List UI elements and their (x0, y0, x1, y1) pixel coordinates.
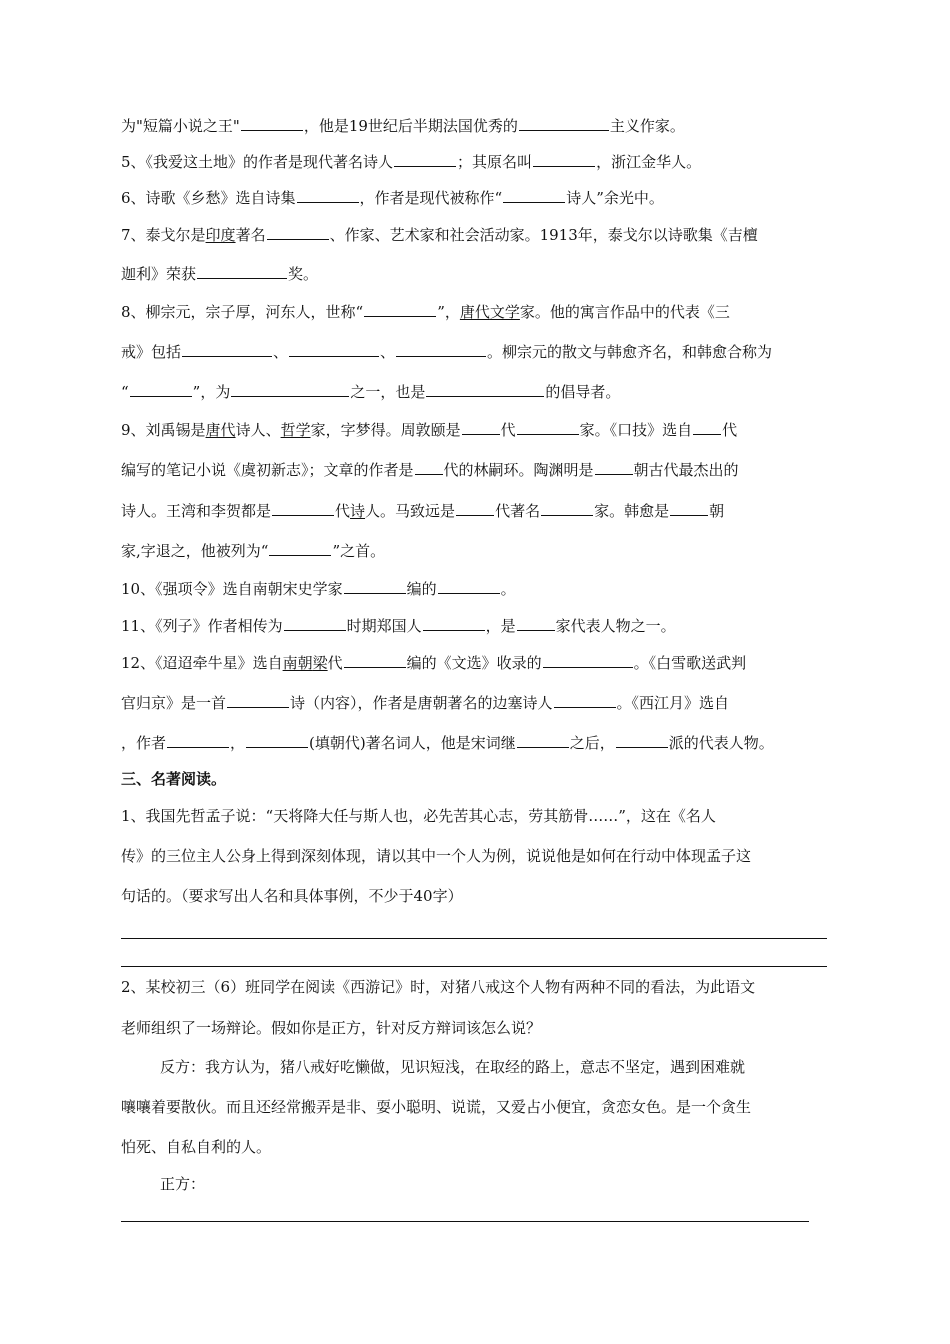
text: 12、《迢迢牵牛星》选自 (121, 654, 283, 672)
reading-q2-line: 反方：我方认为，猪八戒好吃懒做，见识短浅，在取经的路上，意志不坚定，遇到困难就 (160, 1058, 746, 1076)
question-12-cont (121, 732, 841, 753)
reading-q2-line: 2、某校初三（6）班同学在阅读《西游记》时，对猪八戒这个人物有两种不同的看法，为此语文 (121, 978, 756, 996)
underlined-text: 南朝 (282, 654, 313, 672)
text: 代的林嗣环。陶渊明是 (443, 461, 594, 479)
answer-blank[interactable] (415, 459, 443, 475)
text: (填朝代)著名词人，他是宋词继 (309, 734, 516, 752)
answer-blank[interactable] (543, 652, 633, 668)
answer-blank[interactable] (423, 615, 485, 631)
text: 。《白雪歌送武判 (633, 654, 747, 672)
text: 家。韩愈是 (594, 502, 670, 520)
text: 代 (500, 421, 516, 439)
text: ，他是19世纪后半期法国优秀的 (303, 117, 518, 135)
question-7 (121, 224, 841, 245)
answer-blank[interactable] (462, 419, 500, 435)
question-12-cont (121, 692, 841, 713)
answer-blank[interactable] (517, 419, 579, 435)
text: 朝 (709, 502, 725, 520)
answer-blank[interactable] (517, 732, 569, 748)
text: 诗人。王湾和李贺都是 (121, 502, 272, 520)
question-10 (121, 578, 841, 599)
text: ，作者 (121, 734, 167, 752)
answer-blank[interactable] (595, 459, 633, 475)
question-9-cont (121, 500, 841, 521)
text: ”， (437, 303, 460, 321)
answer-blank[interactable] (438, 578, 500, 594)
underlined-text: 哲学 (280, 421, 311, 439)
text: 。柳宗元的散文与韩愈齐名，和韩愈合称为 (487, 343, 773, 361)
question-8-cont (121, 381, 841, 402)
answer-blank[interactable] (227, 692, 289, 708)
question-12 (121, 652, 841, 673)
text: ， (230, 734, 246, 752)
reading-q1-line: 句话的。（要求写出人名和具体事例，不少于40字） (121, 887, 463, 905)
fill-line-1 (121, 115, 841, 136)
answer-blank[interactable] (197, 263, 287, 279)
text: 主义作家。 (609, 117, 685, 135)
text: 家,字退之，他被列为“ (121, 542, 269, 560)
answer-blank[interactable] (231, 381, 349, 397)
underlined-text: 唐代 (459, 303, 490, 321)
text: 诗人”余光中。 (566, 189, 664, 207)
text: 派的代表人物。 (668, 734, 774, 752)
text: 8、柳宗元，宗子厚，河东人，世称“ (121, 303, 364, 321)
text: 为"短篇小说之王" (121, 117, 240, 135)
question-6 (121, 187, 841, 208)
text: “ (121, 383, 129, 401)
question-11 (121, 615, 841, 636)
answer-blank[interactable] (272, 500, 334, 516)
answer-blank[interactable] (344, 652, 406, 668)
underlined-text: 印度 (205, 226, 236, 244)
text: 11、《列子》作者相传为 (121, 617, 283, 635)
answer-blank[interactable] (130, 381, 192, 397)
answer-line[interactable] (121, 938, 827, 939)
text: 6、诗歌《乡愁》选自诗集 (121, 189, 296, 207)
underlined-text: 梁 (312, 654, 328, 672)
text: 时期郑国人 (346, 617, 422, 635)
text: 、作家、艺术家和社会活动家。1913年，泰戈尔以诗歌集《吉檀 (329, 226, 758, 244)
text: 、 (273, 343, 289, 361)
answer-blank[interactable] (693, 419, 721, 435)
answer-blank[interactable] (269, 540, 331, 556)
question-8 (121, 301, 841, 322)
text: 诗人、 (235, 421, 281, 439)
text: 。《西江月》选自 (616, 694, 730, 712)
text: 朝古代最杰出的 (633, 461, 739, 479)
text: 编写的笔记小说《虞初新志》；文章的作者是 (121, 461, 414, 479)
reading-q2-line: 正方： (160, 1175, 206, 1193)
underlined-text: 诗 (350, 502, 366, 520)
text: 代 (722, 421, 738, 439)
answer-blank[interactable] (241, 115, 303, 131)
text: 官归京》是一首 (121, 694, 227, 712)
answer-blank[interactable] (364, 301, 436, 317)
underlined-text: 文学 (489, 303, 520, 321)
text: 编的《文选》收录的 (406, 654, 542, 672)
text: 家。他的寓言作品中的代表《三 (519, 303, 730, 321)
text: 7、泰戈尔是 (121, 226, 206, 244)
answer-blank[interactable] (182, 341, 272, 357)
answer-blank[interactable] (396, 341, 486, 357)
answer-blank[interactable] (167, 732, 229, 748)
text: ”之首。 (332, 542, 386, 560)
text: 代 (335, 502, 351, 520)
text: 5、《我爱这土地》的作者是现代著名诗人 (121, 153, 394, 171)
text: 戒》包括 (121, 343, 182, 361)
answer-blank[interactable] (616, 732, 668, 748)
text: 诗（内容），作者是唐朝著名的边塞诗人 (290, 694, 553, 712)
text: 之一，也是 (350, 383, 426, 401)
question-9-cont (121, 540, 841, 561)
answer-blank[interactable] (246, 732, 308, 748)
text: 家。《口技》选自 (579, 421, 693, 439)
section-heading: 三、名著阅读。 (121, 770, 227, 788)
answer-blank[interactable] (297, 187, 359, 203)
answer-blank[interactable] (284, 615, 346, 631)
question-5 (121, 151, 841, 172)
reading-q2-line: 嚷嚷着要散伙。而且还经常搬弄是非、耍小聪明、说谎，又爱占小便宜，贪恋女色。是一个贪生 (121, 1098, 752, 1116)
underlined-text: 唐代 (205, 421, 236, 439)
text: 9、刘禹锡是 (121, 421, 206, 439)
text: 代著名 (495, 502, 541, 520)
text: 家，字梦得。周敦颐是 (310, 421, 461, 439)
text: ，作者是现代被称作“ (359, 189, 503, 207)
reading-q2-line: 怕死、自私自利的人。 (121, 1138, 272, 1156)
text: 的倡导者。 (545, 383, 621, 401)
answer-line[interactable] (121, 966, 827, 967)
question-9 (121, 419, 841, 440)
question-8-cont (121, 341, 841, 362)
answer-blank[interactable] (533, 151, 595, 167)
text: 、 (380, 343, 396, 361)
answer-blank[interactable] (267, 224, 329, 240)
answer-blank[interactable] (517, 615, 555, 631)
question-7-cont (121, 263, 841, 284)
text: 。 (500, 580, 516, 598)
answer-blank[interactable] (344, 578, 406, 594)
question-9-cont (121, 459, 841, 480)
text: ，浙江金华人。 (596, 153, 702, 171)
text: 迦利》荣获 (121, 265, 197, 283)
answer-blank[interactable] (394, 151, 456, 167)
text: 奖。 (288, 265, 319, 283)
answer-blank[interactable] (541, 500, 593, 516)
answer-blank[interactable] (670, 500, 708, 516)
answer-blank[interactable] (426, 381, 544, 397)
text: 之后， (569, 734, 615, 752)
reading-q2-line: 老师组织了一场辩论。假如你是正方，针对反方辩词该怎么说？ (121, 1019, 542, 1037)
text: ”，为 (192, 383, 231, 401)
text: 代 (327, 654, 343, 672)
text: 著名 (235, 226, 266, 244)
text: 编的 (406, 580, 437, 598)
answer-blank[interactable] (554, 692, 616, 708)
answer-blank[interactable] (456, 500, 494, 516)
text: ；其原名叫 (457, 153, 533, 171)
reading-q1-line: 1、我国先哲孟子说：“天将降大任与斯人也，必先苦其心志，劳其筋骨……”，这在《名人 (121, 807, 716, 825)
reading-q1-line: 传》的三位主人公身上得到深刻体现，请以其中一个人为例，说说他是如何在行动中体现孟子这 (121, 847, 752, 865)
answer-blank[interactable] (503, 187, 565, 203)
text: 家代表人物之一。 (555, 617, 676, 635)
text: 人。马致远是 (365, 502, 456, 520)
answer-line[interactable] (121, 1221, 809, 1222)
text: 10、《强项令》选自南朝宋史学家 (121, 580, 343, 598)
answer-blank[interactable] (519, 115, 609, 131)
text: ，是 (485, 617, 516, 635)
answer-blank[interactable] (289, 341, 379, 357)
